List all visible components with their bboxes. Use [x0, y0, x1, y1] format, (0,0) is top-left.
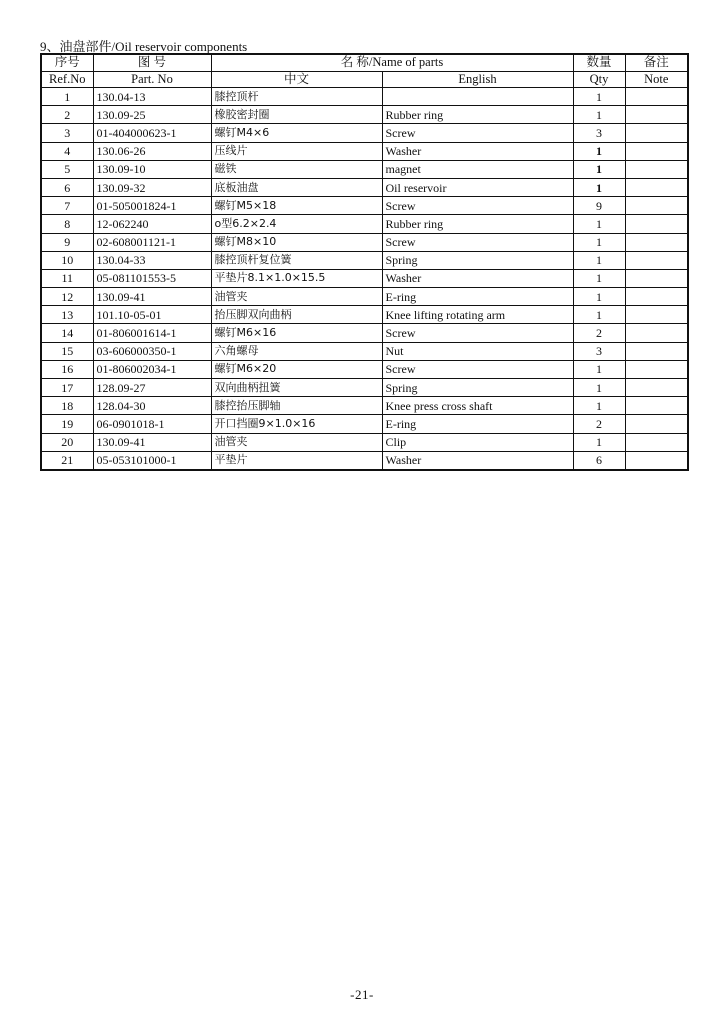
cell-qty: 1 — [573, 288, 625, 306]
table-row — [41, 251, 688, 269]
cell-name-cn: 磁铁 — [211, 160, 382, 178]
cell-name-en: Screw — [382, 324, 573, 342]
cell-name-cn: 螺钉M8×10 — [211, 233, 382, 251]
cell-part-no: 130.09-32 — [93, 178, 211, 196]
table-row — [41, 306, 688, 324]
header-ref-cn: 序号 — [41, 54, 93, 71]
cell-note — [625, 342, 688, 360]
cell-part-no: 03-606000350-1 — [93, 342, 211, 360]
cell-part-no: 01-404000623-1 — [93, 124, 211, 142]
cell-ref-no: 9 — [41, 233, 93, 251]
cell-qty: 1 — [573, 233, 625, 251]
parts-table — [40, 53, 689, 471]
cell-note — [625, 160, 688, 178]
cell-name-cn: 螺钉M5×18 — [211, 197, 382, 215]
cell-ref-no: 3 — [41, 124, 93, 142]
cell-qty: 2 — [573, 324, 625, 342]
cell-part-no: 12-062240 — [93, 215, 211, 233]
cell-part-no: 101.10-05-01 — [93, 306, 211, 324]
cell-name-en: E-ring — [382, 415, 573, 433]
cell-note — [625, 215, 688, 233]
cell-note — [625, 106, 688, 124]
cell-qty: 2 — [573, 415, 625, 433]
cell-ref-no: 14 — [41, 324, 93, 342]
cell-part-no: 01-806001614-1 — [93, 324, 211, 342]
cell-name-en: magnet — [382, 160, 573, 178]
table-row — [41, 433, 688, 451]
cell-name-cn: o型6.2×2.4 — [211, 215, 382, 233]
cell-name-cn: 六角螺母 — [211, 342, 382, 360]
cell-name-en: E-ring — [382, 288, 573, 306]
cell-qty: 1 — [573, 215, 625, 233]
table-row — [41, 142, 688, 160]
cell-note — [625, 360, 688, 378]
cell-ref-no: 21 — [41, 451, 93, 470]
cell-name-en: Spring — [382, 379, 573, 397]
cell-name-en: Clip — [382, 433, 573, 451]
cell-name-en: Washer — [382, 451, 573, 470]
cell-ref-no: 7 — [41, 197, 93, 215]
cell-note — [625, 178, 688, 196]
header-qty-cn: 数量 — [573, 54, 625, 71]
cell-name-en: Nut — [382, 342, 573, 360]
cell-name-cn: 橡胶密封圈 — [211, 106, 382, 124]
cell-part-no: 01-806002034-1 — [93, 360, 211, 378]
cell-name-en: Screw — [382, 233, 573, 251]
cell-qty: 1 — [573, 88, 625, 106]
cell-ref-no: 12 — [41, 288, 93, 306]
header-part-en: Part. No — [93, 71, 211, 88]
cell-part-no: 05-081101553-5 — [93, 269, 211, 287]
cell-part-no: 130.09-41 — [93, 433, 211, 451]
cell-part-no: 05-053101000-1 — [93, 451, 211, 470]
cell-name-en: Spring — [382, 251, 573, 269]
table-row — [41, 160, 688, 178]
header-ref-en: Ref.No — [41, 71, 93, 88]
cell-name-en: Washer — [382, 269, 573, 287]
cell-note — [625, 397, 688, 415]
cell-note — [625, 379, 688, 397]
table-row — [41, 288, 688, 306]
cell-part-no: 01-505001824-1 — [93, 197, 211, 215]
parts-table-body — [41, 88, 688, 470]
cell-name-cn: 油管夹 — [211, 288, 382, 306]
cell-part-no: 130.09-10 — [93, 160, 211, 178]
table-row — [41, 106, 688, 124]
table-row — [41, 178, 688, 196]
table-row — [41, 88, 688, 106]
cell-name-cn: 膝控顶杆 — [211, 88, 382, 106]
cell-name-en: Oil reservoir — [382, 178, 573, 196]
cell-qty: 1 — [573, 251, 625, 269]
cell-part-no: 130.06-26 — [93, 142, 211, 160]
cell-name-cn: 膝控抬压脚轴 — [211, 397, 382, 415]
table-row — [41, 379, 688, 397]
table-row — [41, 215, 688, 233]
cell-ref-no: 10 — [41, 251, 93, 269]
cell-name-en: Washer — [382, 142, 573, 160]
cell-ref-no: 15 — [41, 342, 93, 360]
cell-ref-no: 1 — [41, 88, 93, 106]
cell-ref-no: 2 — [41, 106, 93, 124]
cell-ref-no: 8 — [41, 215, 93, 233]
cell-name-cn: 抬压脚双向曲柄 — [211, 306, 382, 324]
cell-name-en: Screw — [382, 124, 573, 142]
cell-part-no: 128.04-30 — [93, 397, 211, 415]
cell-qty: 1 — [573, 142, 625, 160]
cell-ref-no: 18 — [41, 397, 93, 415]
cell-name-cn: 双向曲柄扭簧 — [211, 379, 382, 397]
cell-note — [625, 124, 688, 142]
cell-qty: 1 — [573, 306, 625, 324]
table-row — [41, 324, 688, 342]
cell-note — [625, 269, 688, 287]
header-note-en: Note — [625, 71, 688, 88]
cell-ref-no: 5 — [41, 160, 93, 178]
cell-part-no: 130.04-13 — [93, 88, 211, 106]
header-name: 名 称/Name of parts — [211, 54, 573, 71]
cell-ref-no: 6 — [41, 178, 93, 196]
cell-name-cn: 油管夹 — [211, 433, 382, 451]
cell-name-cn: 螺钉M6×20 — [211, 360, 382, 378]
cell-ref-no: 11 — [41, 269, 93, 287]
header-qty-en: Qty — [573, 71, 625, 88]
cell-qty: 1 — [573, 397, 625, 415]
cell-ref-no: 19 — [41, 415, 93, 433]
cell-qty: 1 — [573, 433, 625, 451]
cell-note — [625, 433, 688, 451]
table-row — [41, 415, 688, 433]
table-row — [41, 451, 688, 470]
cell-name-en: Rubber ring — [382, 215, 573, 233]
header-note-cn: 备注 — [625, 54, 688, 71]
table-row — [41, 269, 688, 287]
cell-qty: 9 — [573, 197, 625, 215]
cell-qty: 1 — [573, 379, 625, 397]
cell-name-en — [382, 88, 573, 106]
cell-qty: 3 — [573, 124, 625, 142]
cell-qty: 1 — [573, 269, 625, 287]
cell-qty: 1 — [573, 160, 625, 178]
cell-part-no: 128.09-27 — [93, 379, 211, 397]
table-row — [41, 360, 688, 378]
cell-name-cn: 平垫片 — [211, 451, 382, 470]
cell-note — [625, 251, 688, 269]
header-part-cn: 图 号 — [93, 54, 211, 71]
cell-note — [625, 233, 688, 251]
cell-qty: 6 — [573, 451, 625, 470]
cell-note — [625, 451, 688, 470]
page-number: -21- — [350, 987, 374, 1002]
cell-part-no: 130.09-25 — [93, 106, 211, 124]
cell-note — [625, 324, 688, 342]
table-row — [41, 342, 688, 360]
cell-note — [625, 306, 688, 324]
header-name-en: English — [382, 71, 573, 88]
cell-name-cn: 压线片 — [211, 142, 382, 160]
cell-name-cn: 平垫片8.1×1.0×15.5 — [211, 269, 382, 287]
cell-name-en: Rubber ring — [382, 106, 573, 124]
cell-part-no: 130.09-41 — [93, 288, 211, 306]
cell-name-cn: 螺钉M6×16 — [211, 324, 382, 342]
cell-part-no: 130.04-33 — [93, 251, 211, 269]
cell-qty: 3 — [573, 342, 625, 360]
cell-qty: 1 — [573, 178, 625, 196]
cell-qty: 1 — [573, 106, 625, 124]
table-row — [41, 124, 688, 142]
cell-name-cn: 膝控顶杆复位簧 — [211, 251, 382, 269]
cell-note — [625, 88, 688, 106]
cell-ref-no: 4 — [41, 142, 93, 160]
cell-name-en: Knee lifting rotating arm — [382, 306, 573, 324]
parts-table-header — [41, 54, 688, 88]
cell-name-cn: 螺钉M4×6 — [211, 124, 382, 142]
cell-note — [625, 288, 688, 306]
cell-name-en: Screw — [382, 197, 573, 215]
table-row — [41, 233, 688, 251]
table-row — [41, 397, 688, 415]
cell-ref-no: 20 — [41, 433, 93, 451]
cell-name-en: Screw — [382, 360, 573, 378]
cell-qty: 1 — [573, 360, 625, 378]
cell-name-en: Knee press cross shaft — [382, 397, 573, 415]
cell-ref-no: 16 — [41, 360, 93, 378]
table-row — [41, 197, 688, 215]
header-name-cn: 中文 — [211, 71, 382, 88]
cell-ref-no: 17 — [41, 379, 93, 397]
cell-part-no: 06-0901018-1 — [93, 415, 211, 433]
cell-name-cn: 底板油盘 — [211, 178, 382, 196]
cell-note — [625, 415, 688, 433]
cell-note — [625, 197, 688, 215]
section-title: 9、油盘部件/Oil reservoir components — [40, 39, 248, 54]
cell-note — [625, 142, 688, 160]
cell-name-cn: 开口挡圈9×1.0×16 — [211, 415, 382, 433]
cell-ref-no: 13 — [41, 306, 93, 324]
cell-part-no: 02-608001121-1 — [93, 233, 211, 251]
